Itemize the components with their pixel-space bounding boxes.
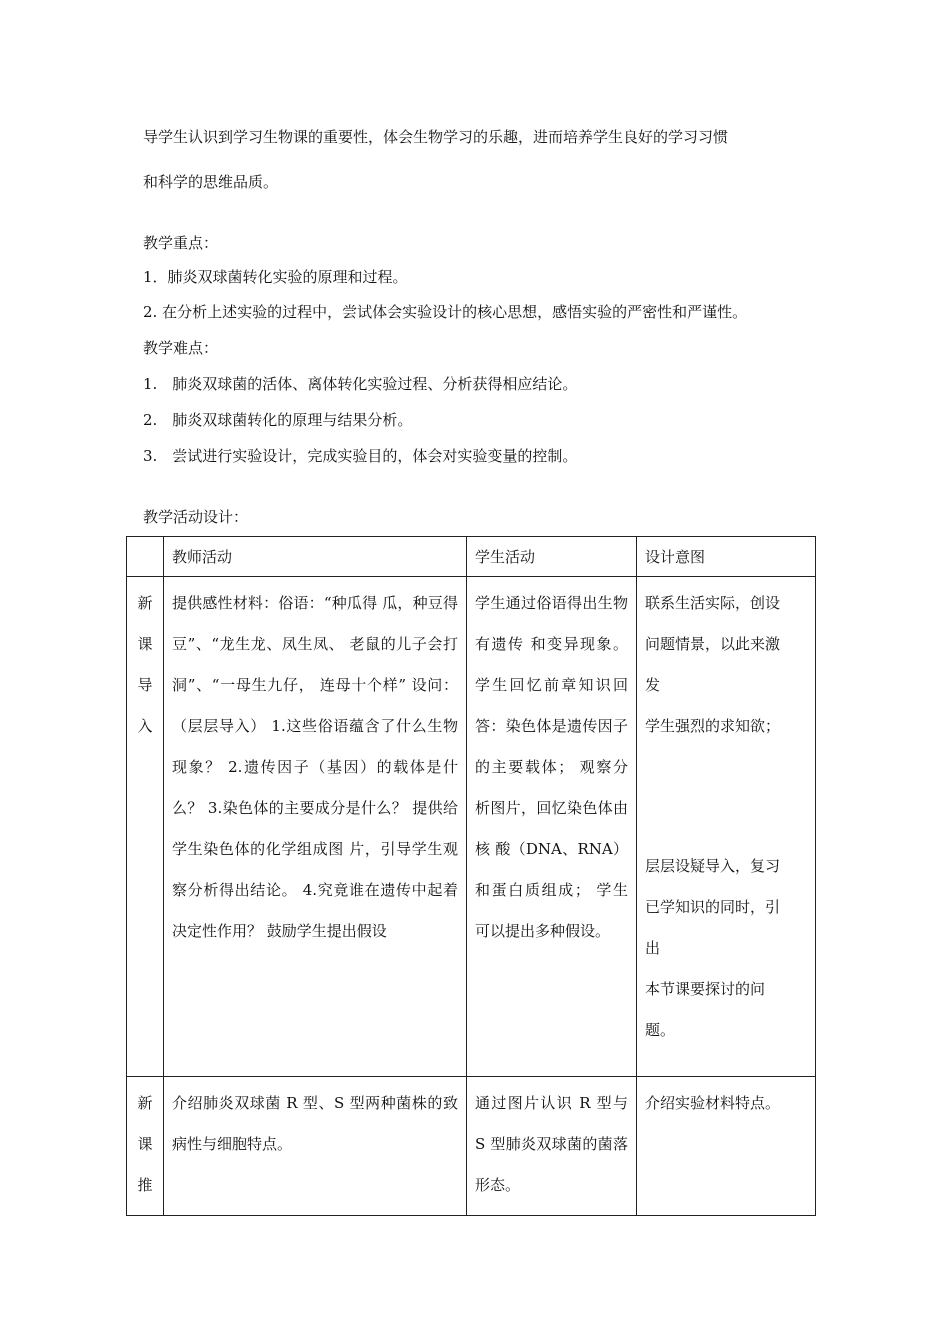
stage-char: 新 xyxy=(137,1094,153,1112)
teacher-activity-cell xyxy=(164,1077,467,1216)
intent-line: 层层设疑导入，复习 xyxy=(645,857,781,875)
teacher-activity-text: 提供感性材料：俗语：“种瓜得 瓜，种豆得豆”、“龙生龙、凤生凤、 老鼠的儿子会打洞”、“一母生九仔， 连母十个样” 设问：（层层导入） 1.这些俗语蕴含了什么生物现象？ 2.遗传因子（基因）的载体是什么？ 3.染色体的主要成分是什么？ 提供给学生染色体的化学组成图 片，引导学生观察分析得出结论。 4.究竟谁在遗传中起着决定性作用？ 鼓励学生提出假设 xyxy=(172,594,458,940)
student-activity-cell xyxy=(467,577,637,1077)
table-row xyxy=(127,577,816,1077)
design-intent-text: 介绍实验材料特点。 xyxy=(645,1094,781,1112)
student-activity-text: 通过图片认识 R 型与 S 型肺炎双球菌的菌落形态。 xyxy=(475,1094,628,1194)
key-point-2: 2. 在分析上述实验的过程中，尝试体会实验设计的核心思想，感悟实验的严密性和严谨性。 xyxy=(143,303,748,321)
design-intent-b xyxy=(645,846,807,1051)
header-student-activity: 学生活动 xyxy=(467,537,637,577)
intent-line: 发 xyxy=(645,676,661,694)
header-design-intent: 设计意图 xyxy=(637,537,816,577)
key-points-heading: 教学重点： xyxy=(143,234,219,252)
header-teacher-activity: 教师活动 xyxy=(164,537,467,577)
teacher-activity-text: 介绍肺炎双球菌 R 型、S 型两种菌株的致病性与细胞特点。 xyxy=(172,1094,458,1153)
stage-char: 课 xyxy=(137,635,153,653)
teacher-activity-cell xyxy=(164,577,467,1077)
student-activity-text: 学生通过俗语得出生物有遗传 和变异现象。 学生回忆前章知识回答：染色体是遗传因子的主要载体； 观察分析图片，回忆染色体由 核 酸（DNA、RNA）和蛋白质组成； 学生可以提出多种假设。 xyxy=(475,594,628,940)
intent-line: 联系生活实际，创设 xyxy=(645,594,781,612)
intent-line: 出 xyxy=(645,939,661,957)
stage-char: 导 xyxy=(137,676,153,694)
difficulty-2: 2. 肺炎双球菌转化的原理与结果分析。 xyxy=(143,411,413,429)
activity-design-table xyxy=(126,536,816,1216)
intent-line: 本节课要探讨的问 xyxy=(645,980,766,998)
stage-char: 新 xyxy=(137,594,153,612)
intent-line: 问题情景，以此来激 xyxy=(645,635,781,653)
stage-label xyxy=(127,577,164,1077)
table-row xyxy=(127,1077,816,1216)
intent-line: 学生强烈的求知欲； xyxy=(645,717,781,735)
header-stage xyxy=(127,537,164,577)
stage-char: 推 xyxy=(137,1176,153,1194)
design-intent-cell xyxy=(637,1077,816,1216)
intent-line: 题。 xyxy=(645,1021,676,1039)
student-activity-cell xyxy=(467,1077,637,1216)
intent-line: 已学知识的同时，引 xyxy=(645,898,781,916)
design-intent-cell xyxy=(637,577,816,1077)
activity-design-heading: 教学活动设计： xyxy=(143,508,249,526)
stage-char: 入 xyxy=(137,717,153,735)
key-point-1: 1．肺炎双球菌转化实验的原理和过程。 xyxy=(143,268,408,286)
difficulty-3: 3. 尝试进行实验设计，完成实验目的，体会对实验变量的控制。 xyxy=(143,447,578,465)
intro-line-1: 导学生认识到学习生物课的重要性，体会生物学习的乐趣，进而培养学生良好的学习习惯 xyxy=(143,128,729,146)
table-header-row xyxy=(127,537,816,577)
intro-line-2: 和科学的思维品质。 xyxy=(143,173,279,191)
design-intent-a xyxy=(645,583,807,747)
stage-char: 课 xyxy=(137,1135,153,1153)
stage-label xyxy=(127,1077,164,1216)
difficulty-1: 1. 肺炎双球菌的活体、离体转化实验过程、分析获得相应结论。 xyxy=(143,375,578,393)
difficulties-heading: 教学难点： xyxy=(143,339,219,357)
